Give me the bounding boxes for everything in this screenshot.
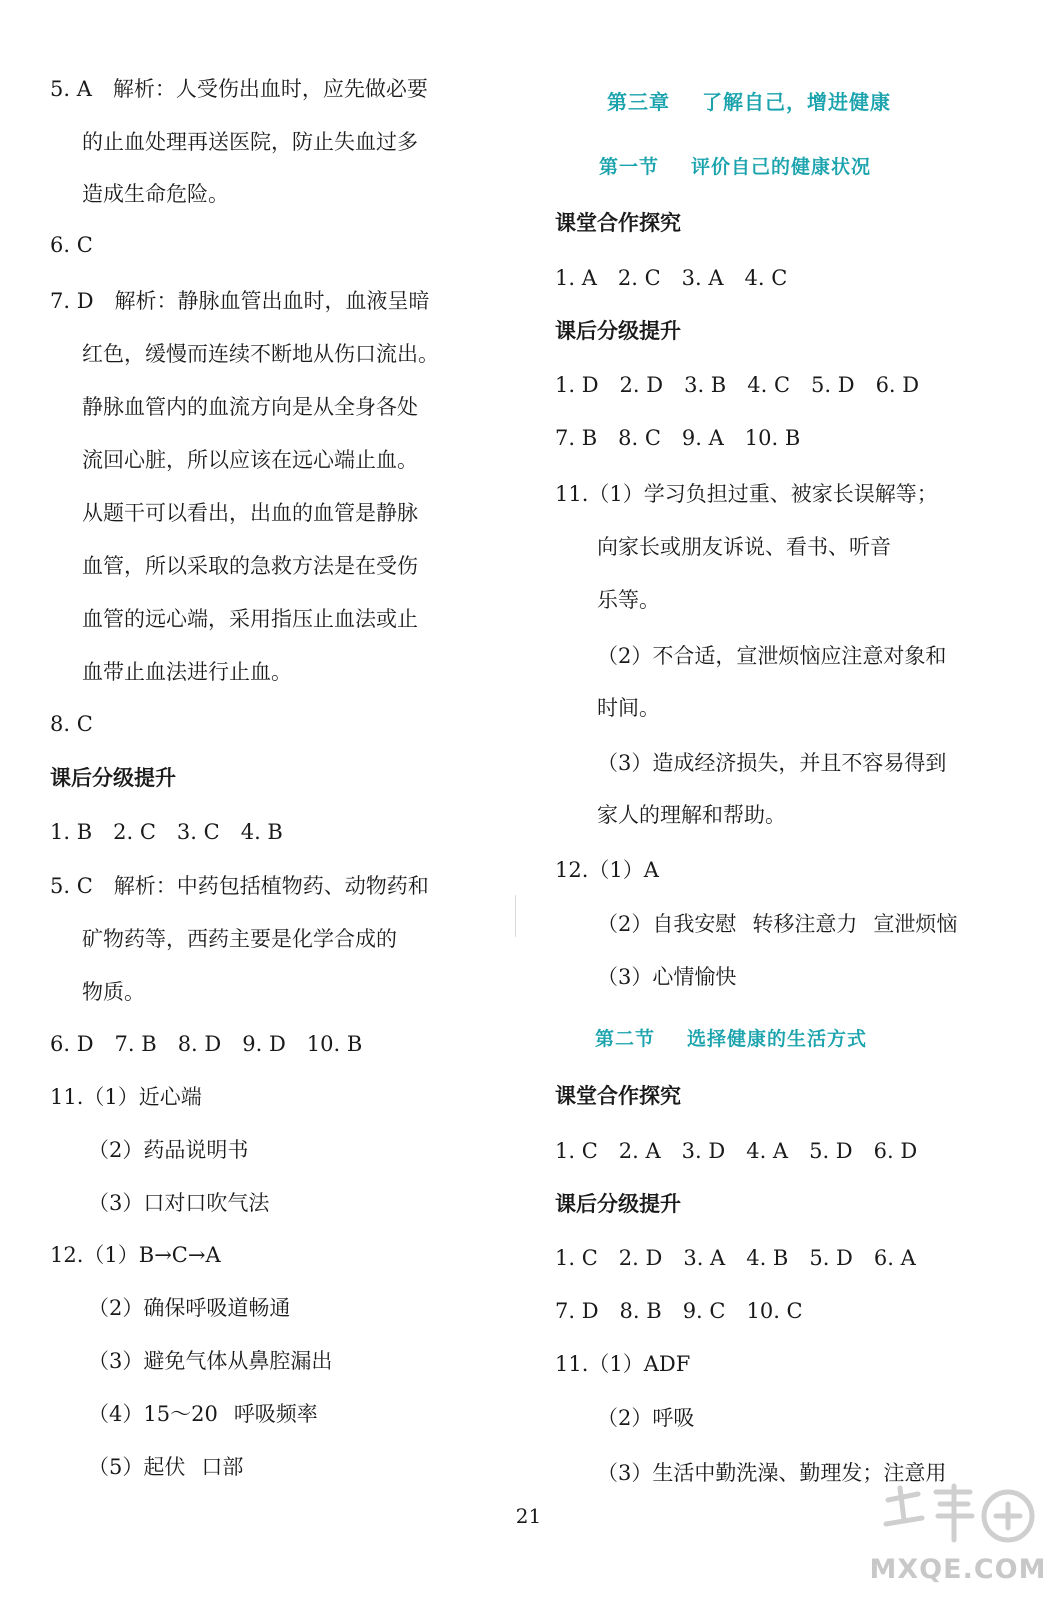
answer-line: 红色，缓慢而连续不断地从伤口流出。	[82, 342, 439, 366]
answer-line: 7. D 8. B 9. C 10. C	[555, 1299, 803, 1323]
answer-line: 血管，所以采取的急救方法是在受伤	[82, 554, 418, 578]
answer-part: （5）起伏	[88, 1455, 186, 1479]
answer-line: 静脉血管内的血流方向是从全身各处	[82, 395, 418, 419]
answer-line: （3）造成经济损失，并且不容易得到	[597, 751, 947, 775]
section-name: 评价自己的健康状况	[691, 156, 872, 178]
answer-part: 转移注意力	[752, 912, 858, 936]
answer-line	[555, 909, 957, 939]
answer-line: （3）生活中勤洗澡、勤理发；注意用	[597, 1461, 947, 1485]
section-heading: 课后分级提升	[555, 1192, 681, 1216]
answer-line: 11.（1）学习负担过重、被家长误解等；	[555, 482, 938, 506]
answer-line: 7. D 解析：静脉血管出血时，血液呈暗	[50, 289, 430, 313]
section-heading: 课堂合作探究	[555, 211, 681, 235]
answer-part: （2）自我安慰	[597, 912, 737, 936]
answer-line: 时间。	[597, 696, 660, 720]
section-heading: 课堂合作探究	[555, 1084, 681, 1108]
answer-line: 11.（1）近心端	[50, 1085, 202, 1109]
chapter-title	[607, 86, 891, 115]
answer-line: 6. D 7. B 8. D 9. D 10. B	[50, 1032, 363, 1056]
answer-part: 宣泄烦恼	[873, 912, 958, 936]
answer-line: （3）避免气体从鼻腔漏出	[88, 1349, 333, 1373]
answer-line	[50, 1452, 243, 1482]
page-number: 21	[515, 1504, 542, 1528]
section-name: 选择健康的生活方式	[687, 1028, 868, 1050]
answer-line: （3）心情愉快	[597, 965, 737, 989]
section-title	[595, 1024, 867, 1051]
watermark-text: MXQE.COM	[869, 1554, 1047, 1585]
answer-line: 1. C 2. D 3. A 4. B 5. D 6. A	[555, 1246, 916, 1270]
answer-line: 12.（1）A	[555, 858, 659, 882]
answer-line: 从题干可以看出，出血的血管是静脉	[82, 501, 418, 525]
answer-part: 呼吸频率	[233, 1402, 318, 1426]
answer-line: 1. D 2. D 3. B 4. C 5. D 6. D	[555, 373, 920, 397]
column-divider	[515, 895, 516, 937]
answer-line: 血带止血法进行止血。	[82, 660, 292, 684]
answer-line: 5. A 解析：人受伤出血时，应先做必要	[50, 77, 428, 101]
answer-line: 向家长或朋友诉说、看书、听音	[597, 535, 891, 559]
answer-line: （2）确保呼吸道畅通	[88, 1296, 291, 1320]
answer-line: 血管的远心端，采用指压止血法或止	[82, 607, 418, 631]
answer-part: （4）15～20	[88, 1402, 218, 1426]
answer-line: 12.（1）B→C→A	[50, 1243, 221, 1267]
answer-line: 1. A 2. C 3. A 4. C	[555, 266, 788, 290]
watermark	[868, 1480, 1048, 1592]
answer-line	[50, 1399, 318, 1429]
watermark-logo-icon	[878, 1480, 1038, 1554]
section-number: 第一节	[599, 156, 660, 178]
section-heading: 课后分级提升	[50, 766, 176, 790]
section-title	[599, 152, 871, 179]
answer-line: 乐等。	[597, 588, 660, 612]
answer-line: 5. C 解析：中药包括植物药、动物药和	[50, 874, 429, 898]
answer-line: 1. C 2. A 3. D 4. A 5. D 6. D	[555, 1139, 918, 1163]
section-heading: 课后分级提升	[555, 319, 681, 343]
answer-part: 口部	[201, 1455, 244, 1479]
answer-line: （2）呼吸	[597, 1406, 695, 1430]
answer-line: 8. C	[50, 712, 93, 736]
answer-line: 物质。	[82, 980, 145, 1004]
answer-line: （2）药品说明书	[88, 1138, 249, 1162]
answer-line: 7. B 8. C 9. A 10. B	[555, 426, 801, 450]
answer-line: 家人的理解和帮助。	[597, 803, 786, 827]
answer-line: 11.（1）ADF	[555, 1352, 691, 1376]
section-number: 第二节	[595, 1028, 656, 1050]
chapter-name: 了解自己，增进健康	[702, 90, 891, 114]
answer-line: 1. B 2. C 3. C 4. B	[50, 820, 283, 844]
answer-line: （3）口对口吹气法	[88, 1191, 270, 1215]
answer-line: 造成生命危险。	[82, 182, 229, 206]
answer-line: 矿物药等，西药主要是化学合成的	[82, 927, 397, 951]
answer-line: 6. C	[50, 233, 93, 257]
answer-line: 流回心脏，所以应该在远心端止血。	[82, 448, 418, 472]
answer-line: 的止血处理再送医院，防止失血过多	[82, 130, 418, 154]
answer-line: （2）不合适，宣泄烦恼应注意对象和	[597, 644, 947, 668]
chapter-number: 第三章	[607, 90, 670, 114]
